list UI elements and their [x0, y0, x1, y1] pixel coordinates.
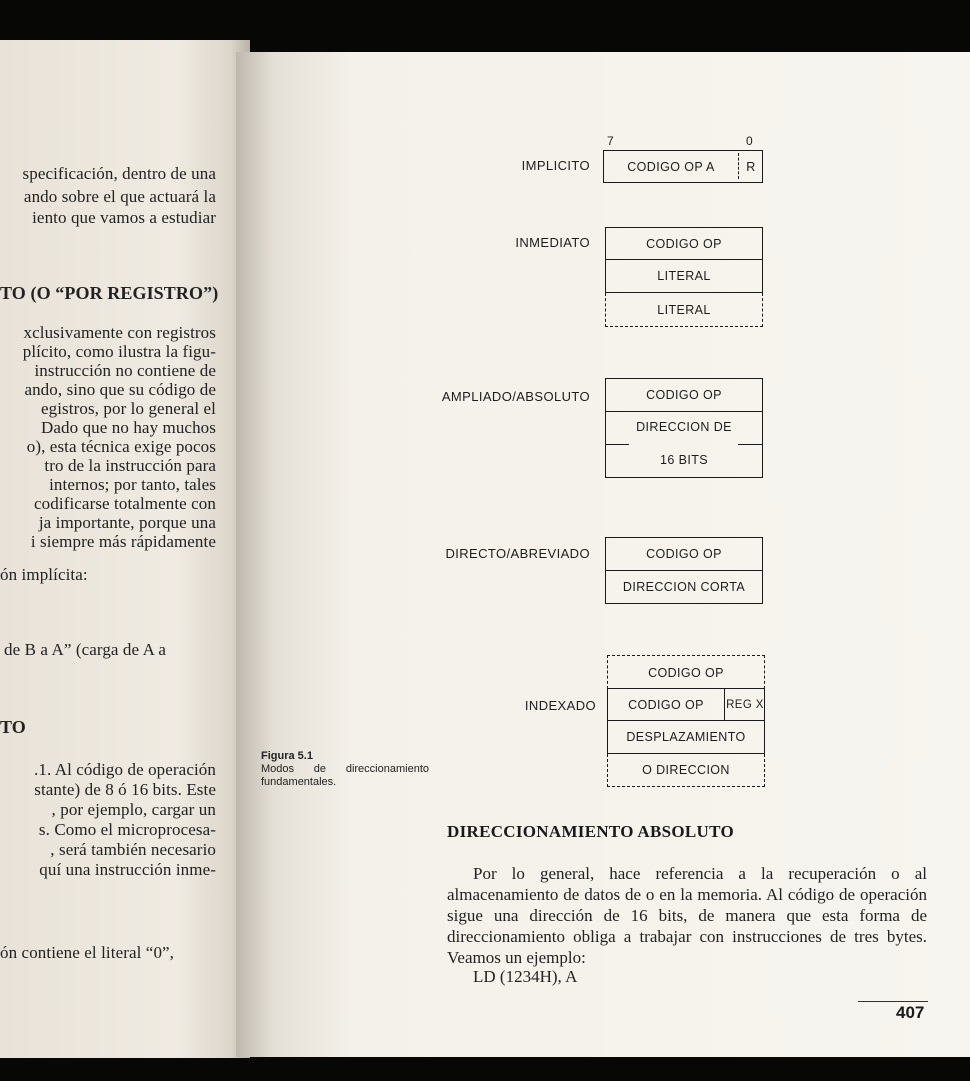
opcode-cell: CODIGO OP — [605, 227, 763, 260]
figure-caption-line: fundamentales. — [261, 776, 337, 788]
left-text-line: , por ejemplo, cargar un — [51, 800, 216, 819]
left-text-line: specificación, dentro de una — [22, 164, 216, 183]
opcode-regx-row — [607, 688, 765, 721]
left-page — [0, 40, 250, 1058]
address-line-2: 16 BITS — [660, 453, 708, 467]
left-text-line: egistros, por lo general el — [40, 399, 216, 418]
regx-cell: REG X — [726, 698, 764, 711]
regx-divider — [724, 689, 725, 720]
left-text-line: Dado que no hay muchos — [41, 418, 216, 437]
short-address-cell: DIRECCION CORTA — [605, 571, 763, 604]
section-heading: DIRECCIONAMIENTO ABSOLUTO — [447, 822, 734, 841]
bit-label-high: 7 — [607, 134, 614, 148]
code-example: LD (1234H), A — [473, 967, 578, 986]
left-text-line: quí una instrucción inme- — [39, 860, 216, 879]
left-text-line: o), esta técnica exige pocos — [26, 437, 216, 456]
optional-literal-cell: LITERAL — [605, 293, 763, 327]
byte-divider-left — [605, 444, 629, 445]
literal-cell: LITERAL — [605, 260, 763, 293]
figure-caption-line: Modos de direccionamiento — [261, 763, 429, 775]
page-number-rule — [858, 1001, 928, 1002]
register-cell: R — [746, 159, 756, 174]
register-divider — [738, 153, 739, 179]
left-text-line: instrucción no contiene de — [34, 361, 216, 380]
address-line-1: DIRECCION DE — [636, 420, 732, 434]
left-text-line: ón implícita: — [0, 565, 88, 584]
mode-label-implicito: IMPLICITO — [521, 158, 590, 173]
left-text-line: .1. Al código de operación — [34, 760, 216, 779]
left-text-line: tro de la instrucción para — [44, 456, 216, 475]
bit-label-low: 0 — [746, 134, 753, 148]
left-text-line: ón contiene el literal “0”, — [0, 943, 175, 962]
mode-label-inmediato: INMEDIATO — [515, 235, 590, 250]
left-text-line: ando sobre el que actuará la — [23, 187, 216, 206]
figure-caption-title: Figura 5.1 — [261, 750, 313, 762]
body-paragraph: Por lo general, hace referencia a la recuperación o al almacenamiento de datos de o en la memoria. Al código de operación sigue una dirección de 16 bits, de manera que esta forma de direccionamiento obliga a trabajar con instrucciones de tres bytes. Veamos un ejemplo: — [447, 864, 927, 967]
mode-label-ampliado: AMPLIADO/ABSOLUTO — [441, 389, 590, 404]
opcode-cell: CODIGO OP — [628, 697, 704, 712]
left-text-line: iento que vamos a estudiar — [32, 208, 216, 227]
address-16bit-cell — [605, 412, 763, 478]
left-section-heading: TO (O “POR REGISTRO”) — [0, 283, 219, 303]
left-text-line: i siempre más rápidamente — [30, 532, 216, 551]
optional-opcode-cell: CODIGO OP — [607, 655, 765, 689]
opcode-cell: CODIGO OP — [605, 537, 763, 571]
byte-divider-right — [738, 444, 763, 445]
left-text-line: ja importante, porque una — [38, 513, 216, 532]
displacement-cell: DESPLAZAMIENTO — [607, 721, 765, 754]
left-text-line: xclusivamente con registros — [23, 323, 216, 342]
left-text-line: de B a A” (carga de A a — [4, 640, 167, 659]
page-number: 407 — [896, 1003, 925, 1022]
opcode-cell: CODIGO OP — [605, 378, 763, 412]
optional-address-cell: O DIRECCION — [607, 754, 765, 787]
left-text-line: internos; por tanto, tales — [49, 475, 216, 494]
left-text-line: ando, sino que su código de — [24, 380, 216, 399]
left-text-line: stante) de 8 ó 16 bits. Este — [34, 780, 216, 799]
mode-label-directo: DIRECTO/ABREVIADO — [445, 546, 590, 561]
left-text-line: s. Como el microprocesa- — [38, 820, 216, 839]
left-text-line: , será también necesario — [50, 840, 216, 859]
opcode-cell: CODIGO OP A — [627, 159, 715, 174]
left-section-heading: TO — [0, 717, 26, 737]
left-text-line: codificarse totalmente con — [34, 494, 216, 513]
left-text-line: plícito, como ilustra la figu- — [22, 342, 216, 361]
implicito-instruction-box — [603, 150, 763, 183]
mode-label-indexado: INDEXADO — [524, 698, 596, 713]
